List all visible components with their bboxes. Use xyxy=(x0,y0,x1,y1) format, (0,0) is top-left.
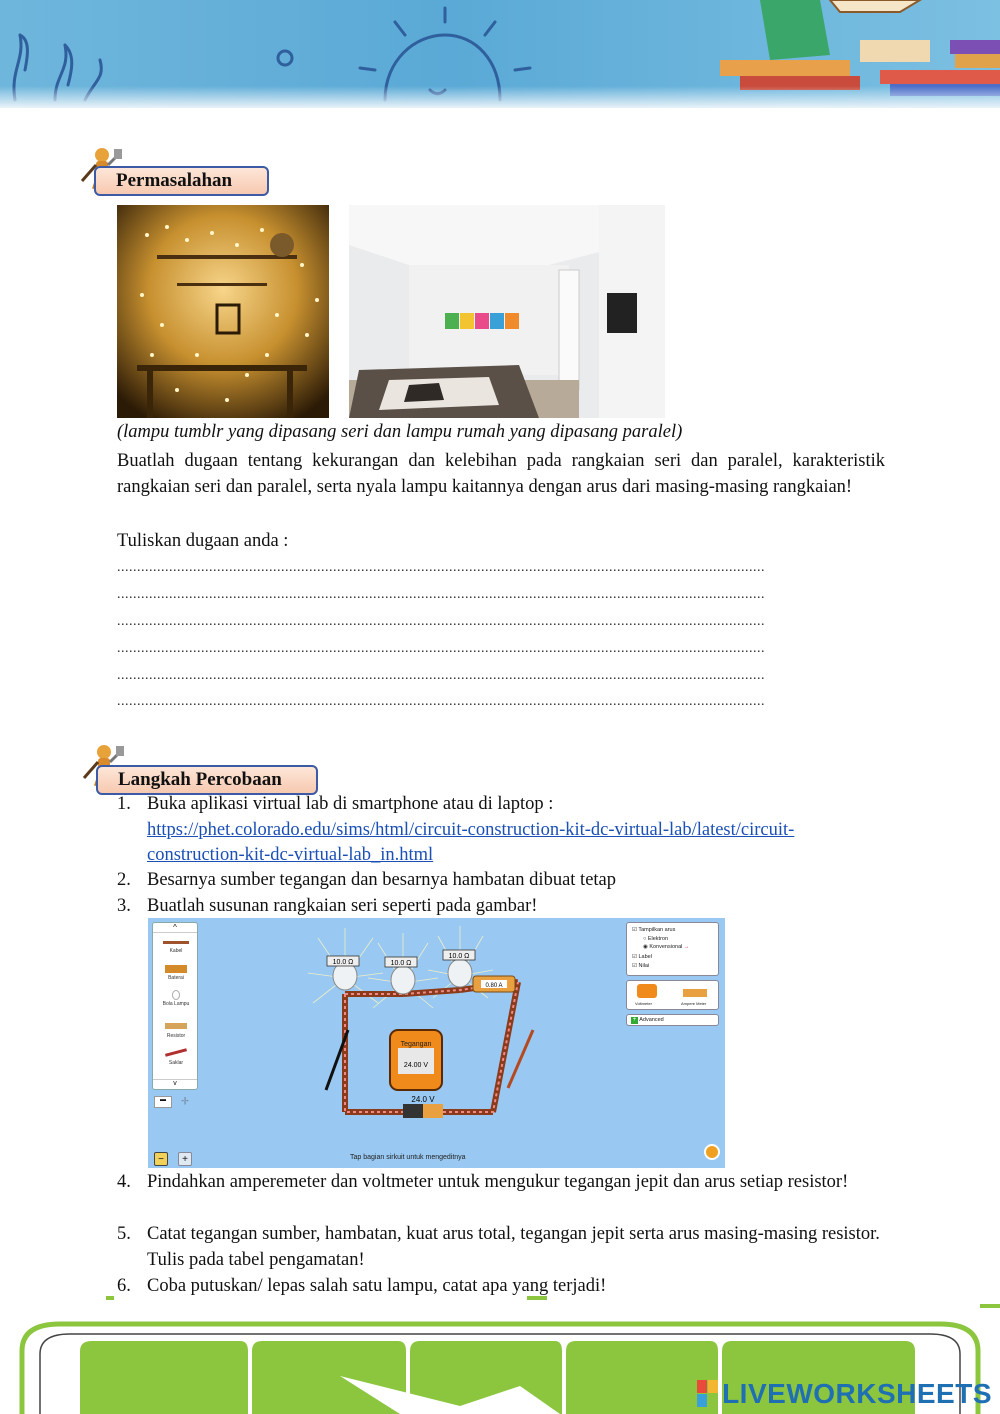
voltmeter-reading: 24.00 V xyxy=(403,1062,429,1069)
answer-line[interactable]: .................................................................................................................................................................. xyxy=(117,694,765,709)
tool-bulb[interactable]: Bola Lampu xyxy=(155,989,197,1007)
tool-switch[interactable]: Saklar xyxy=(155,1045,197,1066)
battery-label: 24.0 V xyxy=(411,1095,435,1104)
show-current-checkbox[interactable]: ☑ Tampilkan arus xyxy=(632,927,676,933)
sim-hint-text: Tap bagian sirkuit untuk mengeditnya xyxy=(350,1154,466,1161)
zoom-out-icon[interactable]: − xyxy=(154,1152,168,1166)
step-item xyxy=(117,1170,887,1196)
photo-house-room xyxy=(349,205,665,418)
values-checkbox[interactable]: ☑ Nilai xyxy=(632,963,650,969)
step-item xyxy=(117,868,887,894)
voltmeter-icon[interactable] xyxy=(637,984,657,998)
photo-fairy-lights-room xyxy=(117,205,329,418)
answer-line[interactable]: .................................................................................................................................................................. xyxy=(117,587,765,602)
step-number: 2. xyxy=(117,870,131,890)
answer-line[interactable]: .................................................................................................................................................................. xyxy=(117,560,765,575)
instruments-panel: Voltmeter Ampere Meter xyxy=(626,980,719,1010)
advanced-panel[interactable]: + Advanced xyxy=(626,1014,719,1026)
step-text: Catat tegangan sumber, hambatan, kuat arus total, tegangan jepit serta arus masing-masing resistor. Tulis pada tabel pengamatan! xyxy=(147,1224,880,1270)
section-title-permasalahan: Permasalahan xyxy=(94,166,269,196)
step-text: Buatlah susunan rangkaian seri seperti pada gambar! xyxy=(147,896,538,916)
step-item xyxy=(117,1222,887,1273)
step-text: Besarnya sumber tegangan dan besarnya hambatan dibuat tetap xyxy=(147,870,617,890)
phet-link[interactable]: https://phet.colorado.edu/sims/html/circuit-construction-kit-dc-virtual-lab/latest/circuit- construction-kit-dc-virtual-lab_in.html xyxy=(147,819,795,865)
tool-battery[interactable]: Baterai xyxy=(155,963,197,981)
reset-icon[interactable] xyxy=(704,1144,720,1160)
problem-paragraph: Buatlah dugaan tentang kekurangan dan kelebihan pada rangkaian seri dan paralel, karakteristik rangkaian seri dan paralel, serta nyala lampu kaitannya dengan arus dari masing-masing rangkaian! xyxy=(117,451,885,497)
label-checkbox[interactable]: ☑ Label xyxy=(632,954,652,960)
liveworksheets-badge-icon xyxy=(697,1380,719,1408)
real-view-toggle[interactable]: ▬ xyxy=(154,1096,172,1108)
step-item xyxy=(117,792,887,869)
liveworksheets-logo: LIVEWORKSHEETS xyxy=(697,1378,992,1410)
voltmeter-title: Tegangan xyxy=(400,1041,432,1048)
circuit-simulator-screenshot xyxy=(148,918,725,1168)
schematic-view-toggle[interactable]: -|- xyxy=(181,1096,189,1105)
step-number: 1. xyxy=(117,794,131,814)
bulb-label: 10.0 Ω xyxy=(448,953,470,960)
answer-line[interactable]: .................................................................................................................................................................. xyxy=(117,614,765,629)
header-banner xyxy=(0,0,1000,108)
step-number: 5. xyxy=(117,1224,131,1244)
photo-caption: (lampu tumblr yang dipasang seri dan lampu rumah yang dipasang paralel) xyxy=(117,422,683,442)
chevron-down-icon[interactable]: v xyxy=(153,1079,197,1089)
electron-radio[interactable]: ○ Elektron xyxy=(643,936,669,942)
chevron-up-icon[interactable]: ^ xyxy=(153,923,197,933)
answer-line[interactable]: .................................................................................................................................................................. xyxy=(117,641,765,656)
tool-wire[interactable]: Kabel xyxy=(155,937,197,954)
bulb-label: 10.0 Ω xyxy=(332,959,354,966)
step-number: 3. xyxy=(117,896,131,916)
ammeter-icon[interactable] xyxy=(683,989,707,997)
answer-prompt: Tuliskan dugaan anda : xyxy=(117,531,289,551)
step-text: Coba putuskan/ lepas salah satu lampu, catat apa yang terjadi! xyxy=(147,1276,607,1296)
display-options-panel xyxy=(626,922,719,976)
zoom-in-icon[interactable]: + xyxy=(178,1152,192,1166)
step-number: 6. xyxy=(117,1276,131,1296)
section-title-langkah: Langkah Percobaan xyxy=(96,765,318,795)
step-text: Pindahkan amperemeter dan voltmeter untuk mengukur tegangan jepit dan arus setiap resistor! xyxy=(147,1172,849,1192)
conventional-radio[interactable]: ◉ Konvensional → xyxy=(643,944,690,950)
step-text: Buka aplikasi virtual lab di smartphone atau di laptop : xyxy=(147,794,554,814)
bulb-label: 10.0 Ω xyxy=(390,960,412,967)
step-number: 4. xyxy=(117,1172,131,1192)
step-item xyxy=(117,894,887,920)
ammeter-reading: 0.80 A xyxy=(485,983,503,989)
answer-line[interactable]: .................................................................................................................................................................. xyxy=(117,668,765,683)
tool-resistor[interactable]: Resistor xyxy=(155,1019,197,1039)
